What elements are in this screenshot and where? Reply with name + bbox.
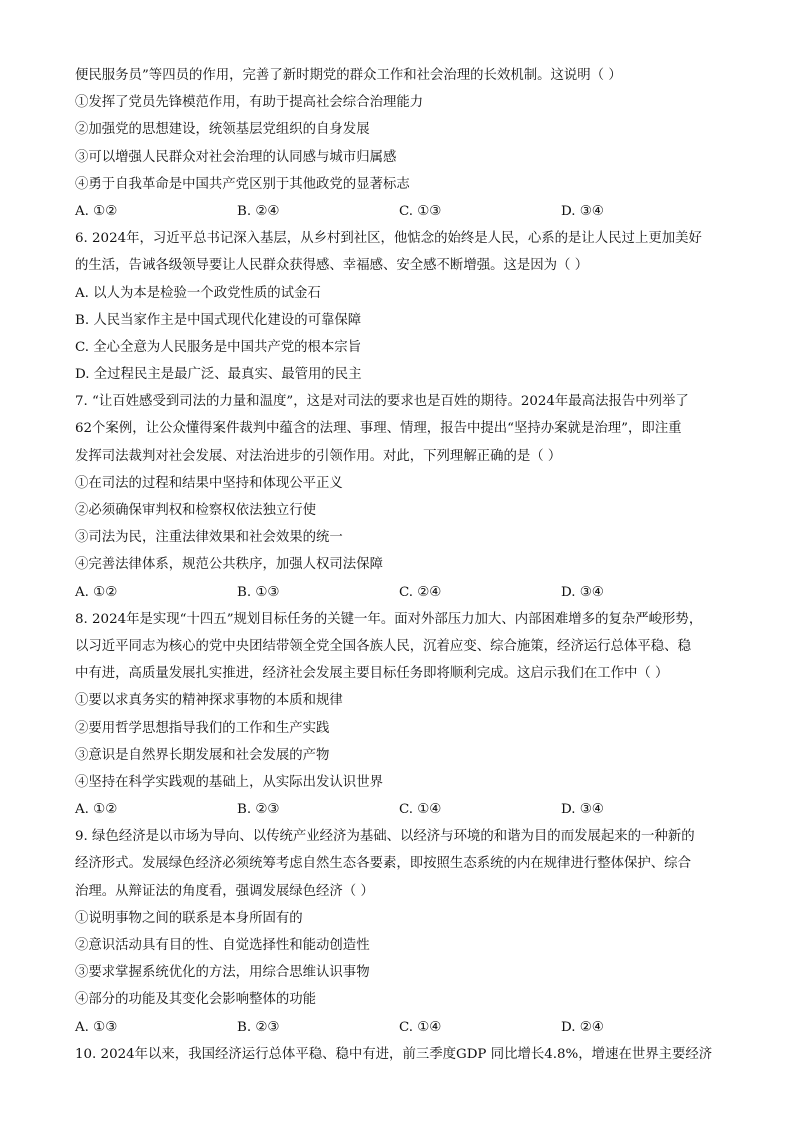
- answer-option: A. ①③: [75, 1019, 118, 1035]
- text-line: 中有进，高质量发展扎实推进，经济社会发展主要目标任务即将顺利完成。这启示我们在工作中（ ）: [75, 666, 669, 682]
- text-line: ①发挥了党员先锋模范作用，有助于提高社会综合治理能力: [75, 95, 424, 111]
- answer-option: B. ②④: [237, 203, 280, 219]
- text-line: ②加强党的思想建设，统领基层党组织的自身发展: [75, 122, 370, 138]
- text-line: ②意识活动具有目的性、自觉选择性和能动创造性: [75, 938, 370, 953]
- answer-option: D. ②④: [561, 1019, 604, 1035]
- answer-options: [75, 198, 735, 225]
- text-line: ④完善法律体系，规范公共秩序，加强人权司法保障: [75, 557, 383, 573]
- text-line: 便民服务员”等四员的作用，完善了新时期党的群众工作和社会治理的长效机制。这说明（ ）: [75, 68, 622, 83]
- answer-option: A. ①②: [75, 203, 118, 219]
- answer-options: [75, 1014, 735, 1041]
- text-line: 6. 2024年，习近平总书记深入基层，从乡村到社区，他惦念的始终是人民，心系的是让人民过上更加美好: [75, 231, 702, 247]
- text-line: C. 全心全意为人民服务是中国共产党的根本宗旨: [75, 339, 362, 355]
- text-line: 10. 2024年以来，我国经济运行总体平稳、稳中有进，前三季度GDP 同比增长4.8%，增速在世界主要经济: [75, 1046, 713, 1062]
- text-line: B. 人民当家作主是中国式现代化建设的可靠保障: [75, 312, 362, 328]
- text-line: ④坚持在科学实践观的基础上，从实际出发认识世界: [75, 774, 383, 790]
- answer-option: C. ①④: [399, 1019, 442, 1035]
- text-line: ①要以求真务实的精神探求事物的本质和规律: [75, 693, 343, 709]
- exam-page: [75, 62, 735, 1068]
- answer-options: [75, 796, 735, 823]
- answer-option: A. ①②: [75, 584, 118, 600]
- answer-option: A. ①②: [75, 802, 118, 818]
- text-line: D. 全过程民主是最广泛、最真实、最管用的民主: [75, 367, 362, 383]
- answer-option: C. ②④: [399, 584, 442, 600]
- answer-option: B. ②③: [237, 802, 280, 818]
- text-line: ②要用哲学思想指导我们的工作和生产实践: [75, 720, 330, 736]
- text-line: ②必须确保审判权和检察权依法独立行使: [75, 503, 317, 518]
- text-line: ③要求掌握系统优化的方法，用综合思维认识事物: [75, 965, 370, 981]
- text-line: 的生活，告诫各级领导要让人民群众获得感、幸福感、安全感不断增强。这是因为（ ）: [75, 258, 589, 274]
- answer-option: C. ①③: [399, 203, 442, 219]
- text-line: 发挥司法裁判对社会发展、对法治进步的引领作用。对此，下列理解正确的是（ ）: [75, 448, 562, 464]
- text-line: ①在司法的过程和结果中坚持和体现公平正义: [75, 475, 343, 491]
- text-line: ③司法为民，注重法律效果和社会效果的统一: [75, 530, 343, 546]
- text-line: 以习近平同志为核心的党中央团结带领全党全国各族人民，沉着应变、综合施策，经济运行总体平稳、稳: [75, 638, 691, 654]
- answer-option: B. ①③: [237, 584, 280, 600]
- answer-option: B. ②③: [237, 1019, 280, 1035]
- text-line: ③可以增强人民群众对社会治理的认同感与城市归属感: [75, 149, 397, 165]
- text-line: 62个案例，让公众懂得案件裁判中蕴含的法理、事理、情理，报告中提出“坚持办案就是治理”，即注重: [75, 421, 682, 437]
- text-line: ④部分的功能及其变化会影响整体的功能: [75, 992, 317, 1008]
- answer-option: D. ③④: [561, 802, 604, 818]
- answer-option: D. ③④: [561, 584, 604, 600]
- text-line: 9. 绿色经济是以市场为导向、以传统产业经济为基础、以经济与环境的和谐为目的而发展起来的一种新的: [75, 829, 695, 845]
- answer-option: C. ①④: [399, 802, 442, 818]
- text-line: 8. 2024年是实现“十四五”规划目标任务的关键一年。面对外部压力加大、内部困难增多的复杂严峻形势，: [75, 611, 703, 627]
- text-line: ④勇于自我革命是中国共产党区别于其他政党的显著标志: [75, 176, 410, 192]
- text-line: A. 以人为本是检验一个政党性质的试金石: [75, 285, 321, 301]
- answer-options: [75, 579, 735, 606]
- text-line: 经济形式。发展绿色经济必须统筹考虑自然生态各要素，即按照生态系统的内在规律进行整体保护、综合: [75, 856, 691, 872]
- answer-option: D. ③④: [561, 203, 604, 219]
- text-line: 治理。从辩证法的角度看，强调发展绿色经济（ ）: [75, 883, 374, 899]
- text-line: ③意识是自然界长期发展和社会发展的产物: [75, 747, 330, 763]
- text-line: 7. “让百姓感受到司法的力量和温度”，这是对司法的要求也是百姓的期待。2024年最高法报告中列举了: [75, 394, 689, 410]
- text-line: ①说明事物之间的联系是本身所固有的: [75, 910, 303, 926]
